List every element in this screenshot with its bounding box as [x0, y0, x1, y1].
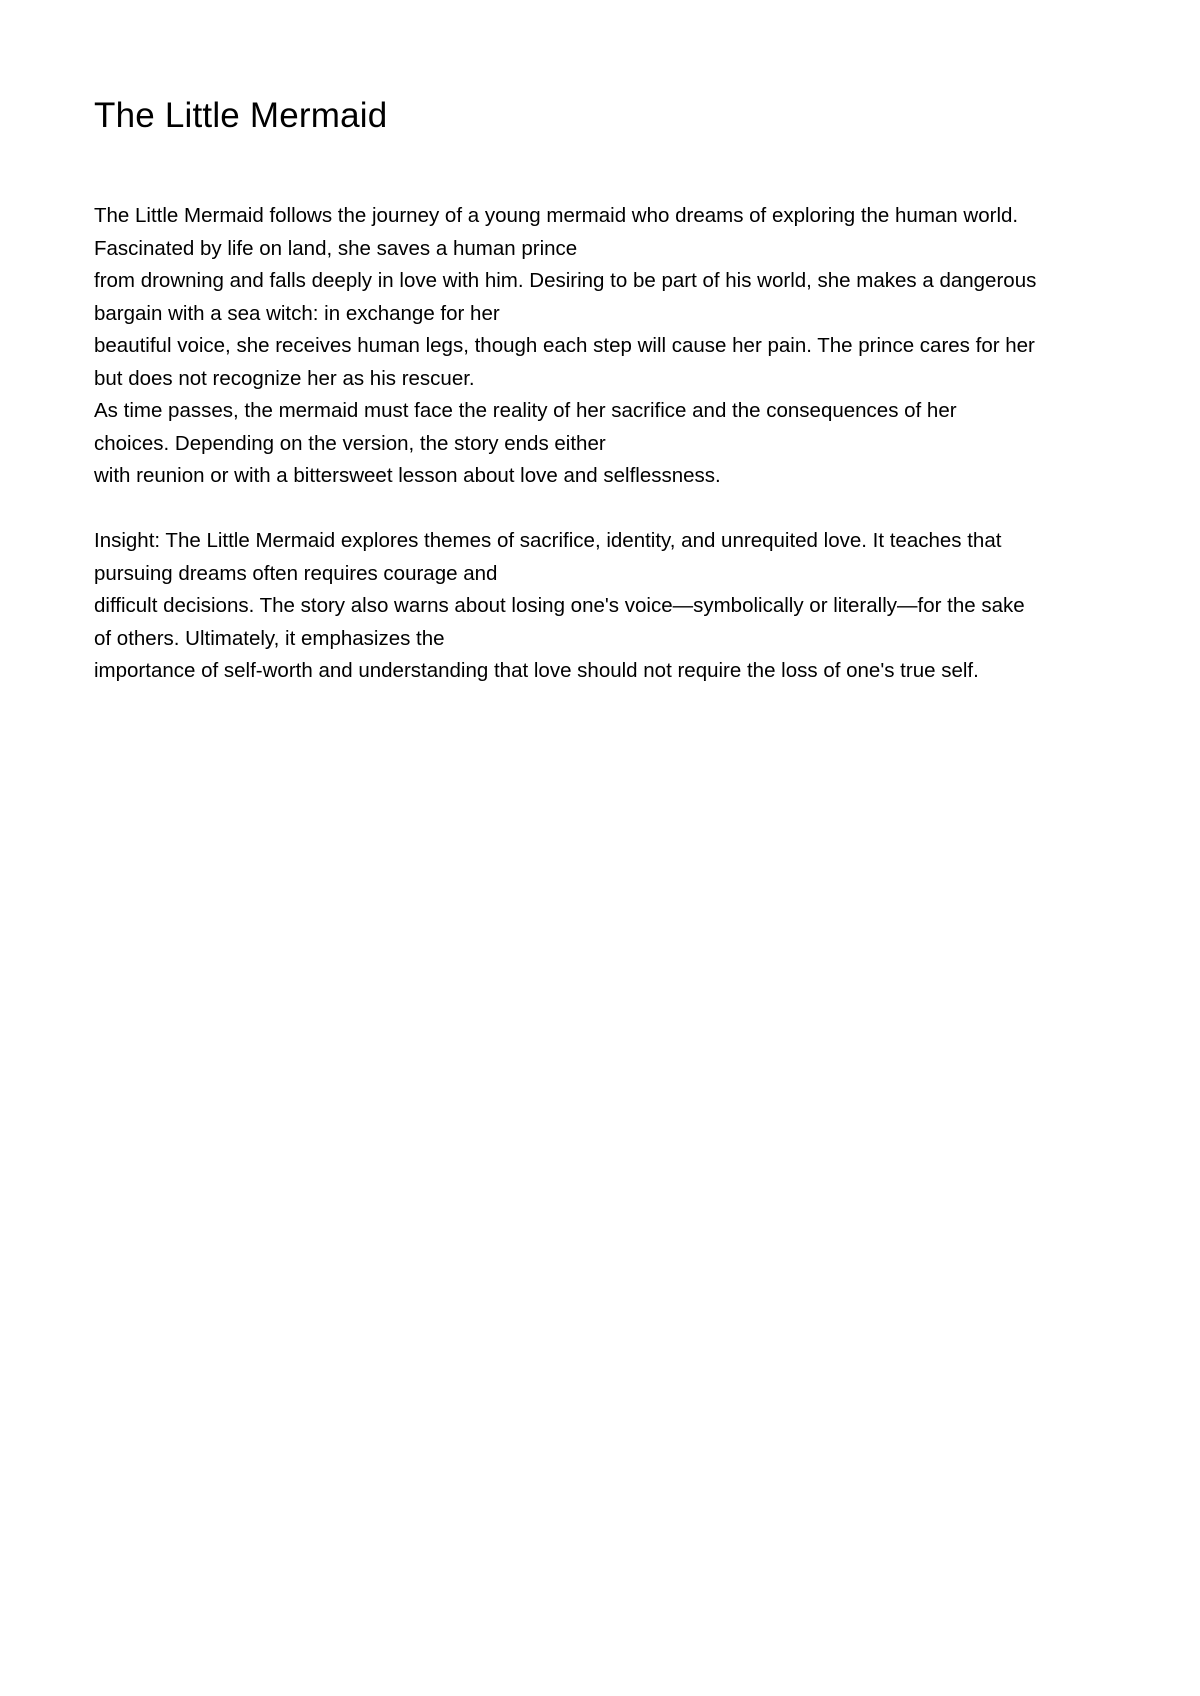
- summary-line: Fascinated by life on land, she saves a human prince: [94, 236, 578, 260]
- summary-line: with reunion or with a bittersweet lesson about love and selflessness.: [94, 464, 721, 487]
- insight-line: Insight: The Little Mermaid explores themes of sacrifice, identity, and unrequited love. It teaches that: [94, 529, 1002, 552]
- insight-line: of others. Ultimately, it emphasizes the: [94, 626, 445, 650]
- summary-line: from drowning and falls deeply in love with him. Desiring to be part of his world, she makes a dangerous: [94, 269, 1037, 292]
- document-title: The Little Mermaid: [94, 96, 388, 135]
- insight-line: importance of self-worth and understanding that love should not require the loss of one's true self.: [94, 659, 979, 682]
- summary-line: The Little Mermaid follows the journey of a young mermaid who dreams of exploring the human world.: [94, 204, 1019, 227]
- insight-line: pursuing dreams often requires courage and: [94, 561, 498, 585]
- summary-line: bargain with a sea witch: in exchange for her: [94, 301, 500, 325]
- summary-line: As time passes, the mermaid must face the reality of her sacrifice and the consequences of her: [94, 399, 957, 422]
- insight-line: difficult decisions. The story also warns about losing one's voice—symbolically or literally—for the sake: [94, 594, 1025, 617]
- summary-line: but does not recognize her as his rescuer.: [94, 366, 475, 390]
- summary-line: choices. Depending on the version, the story ends either: [94, 431, 606, 455]
- insight-paragraph: [94, 525, 1154, 688]
- summary-line: beautiful voice, she receives human legs, though each step will cause her pain. The prince cares for her: [94, 334, 1035, 357]
- summary-paragraph: [94, 200, 1154, 493]
